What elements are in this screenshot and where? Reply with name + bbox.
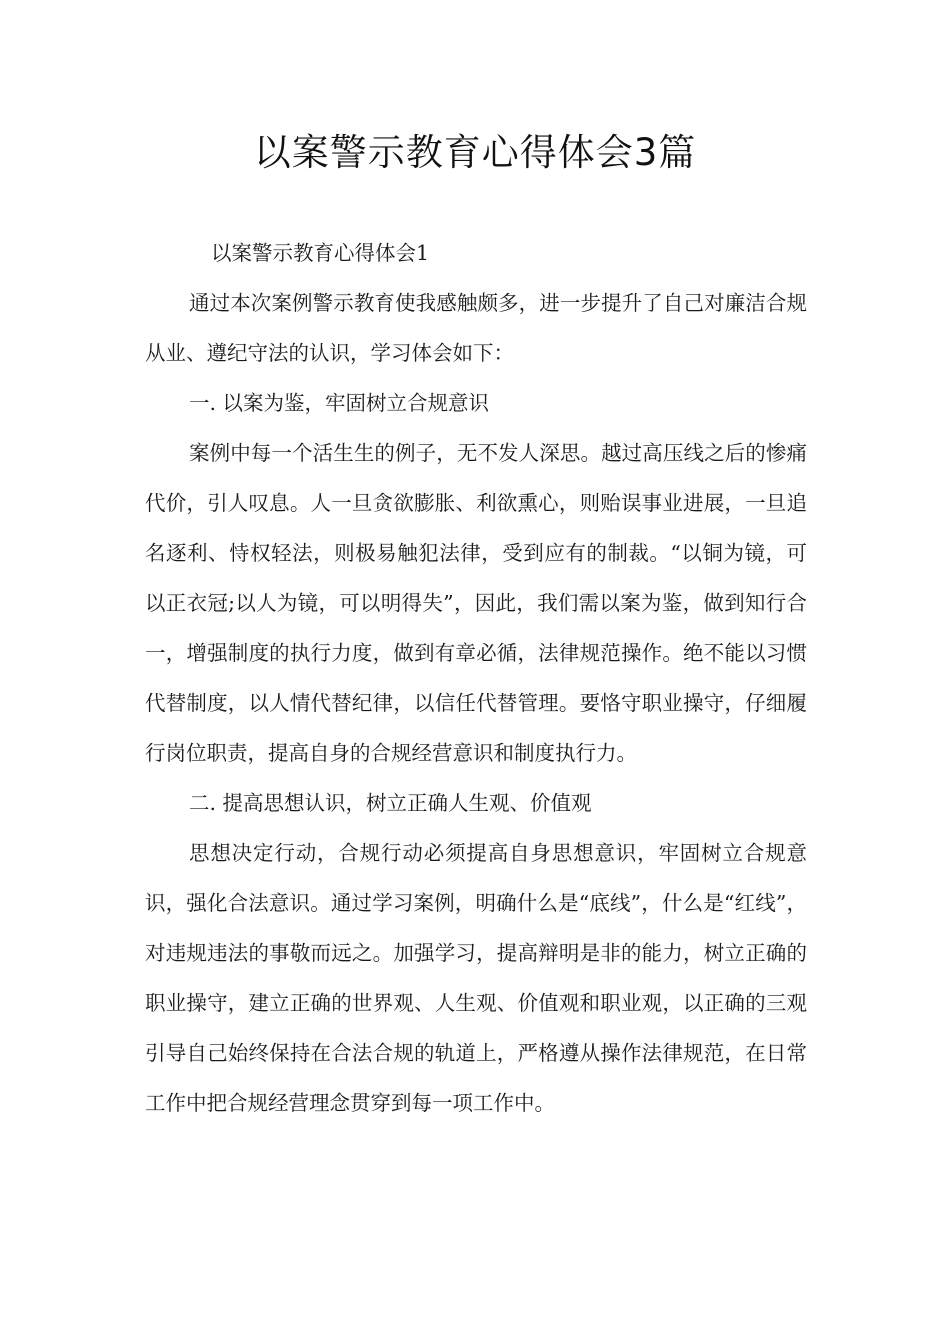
section-1-paragraph: 案例中每一个活生生的例子，无不发人深思。越过高压线之后的惨痛代价，引人叹息。人一旦贪欲膨胀、利欲熏心，则贻误事业进展，一旦追名逐利、恃权轻法，则极易触犯法律，受到应有的制裁。“以铜为镜，可以正衣冠;以人为镜，可以明得失”，因此，我们需以案为鉴，做到知行合一，增强制度的执行力度，做到有章必循，法律规范操作。绝不能以习惯代替制度，以人情代替纪律，以信任代替管理。要恪守职业操守，仔细履行岗位职责，提高自身的合规经营意识和制度执行力。 <box>145 441 807 765</box>
document-body <box>145 228 807 1128</box>
article-subtitle: 以案警示教育心得体会1 <box>211 241 430 265</box>
document-title: 以案警示教育心得体会3篇 <box>253 131 697 174</box>
section-2-paragraph: 思想决定行动，合规行动必须提高自身思想意识，牢固树立合规意识，强化合法意识。通过学习案例，明确什么是“底线”，什么是“红线”，对违规违法的事敬而远之。加强学习，提高辩明是非的能力，树立正确的职业操守，建立正确的世界观、人生观、价值观和职业观，以正确的三观引导自己始终保持在合法合规的轨道上，严格遵从操作法律规范，在日常工作中把合规经营理念贯穿到每一项工作中。 <box>145 841 807 1115</box>
section-1-heading: 一. 以案为鉴，牢固树立合规意识 <box>189 391 490 415</box>
section-2-heading: 二. 提高思想认识，树立正确人生观、价值观 <box>189 791 592 815</box>
intro-paragraph: 通过本次案例警示教育使我感触颇多，进一步提升了自己对廉洁合规从业、遵纪守法的认识，学习体会如下： <box>145 291 807 365</box>
